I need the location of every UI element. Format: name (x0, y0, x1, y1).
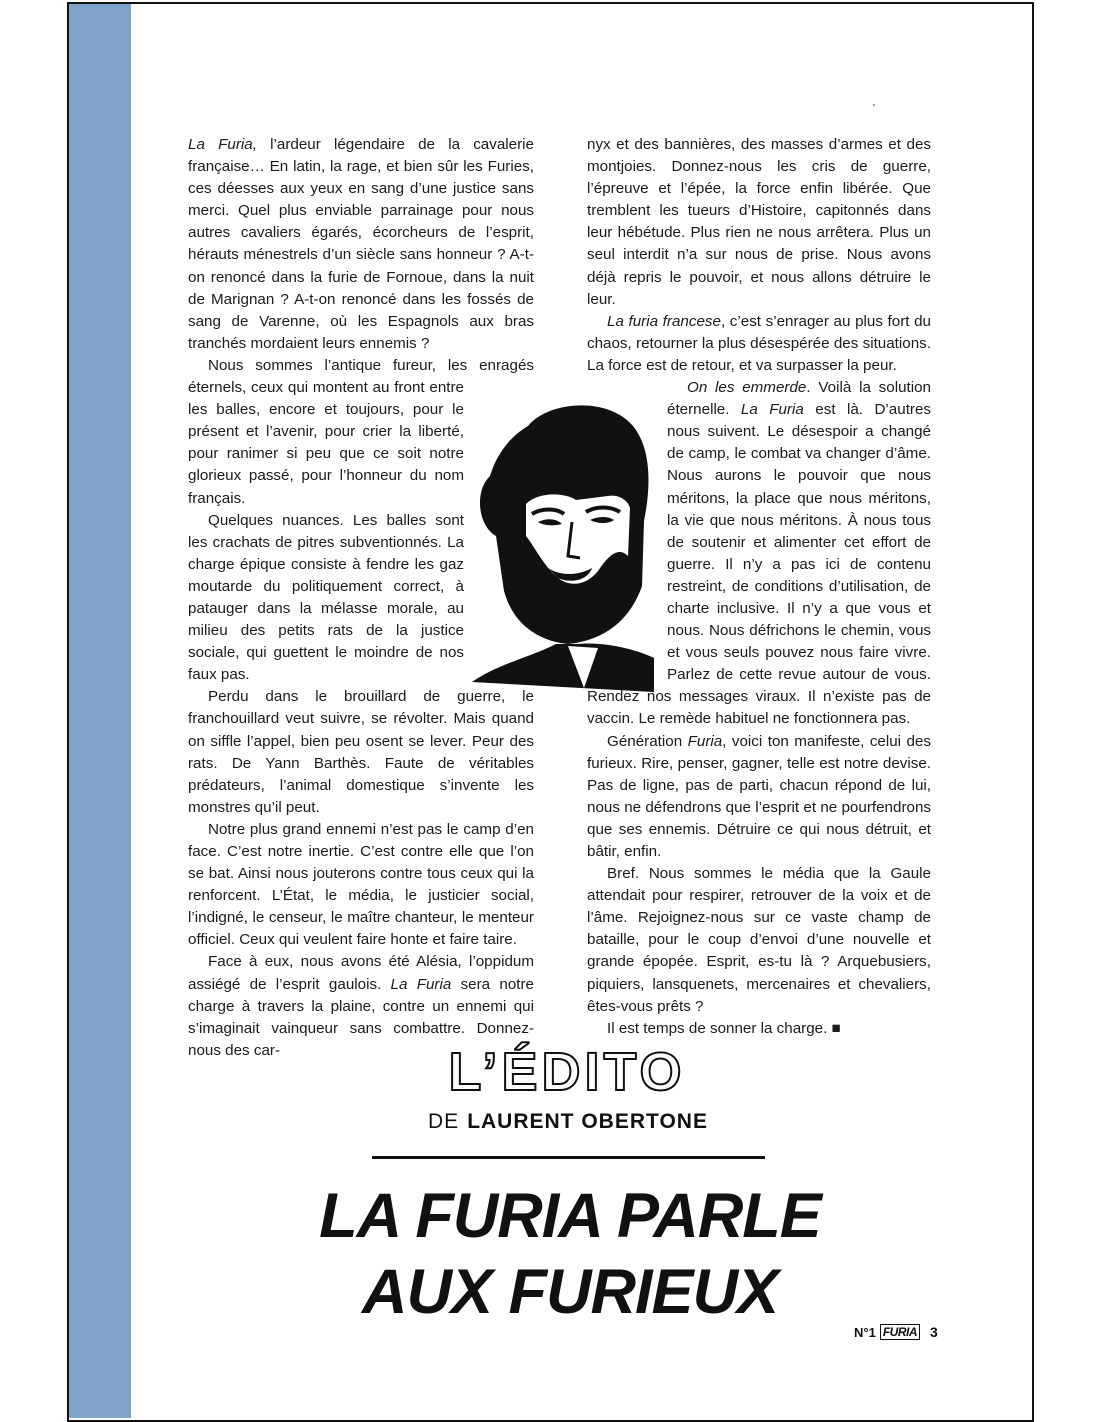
author-byline (418, 1110, 718, 1134)
paragraph: Génération Furia, voici ton manifeste, celui des furieux. Rire, penser, gagner, telle est notre devise. Pas de ligne, pas de parti, chacun répond de lui, nous ne défendrons que l’esprit et ne pourfendrons que ses ennemis. Détruire ce qui nous détruit, et bâtir, enfin. (587, 732, 931, 860)
accent-band (69, 4, 131, 1418)
paragraph: Quelques nuances. Les balles sont les crachats de pitres subventionnés. La charge épique consiste à fendre les gaz moutarde du politiquement correct, à patauger dans la mélasse morale, au milieu des petits rats de la justice sociale, qui guettent le moindre de nos faux pas. (188, 511, 464, 684)
magazine-logo: FURIA (880, 1324, 920, 1340)
page-folio (854, 1324, 938, 1340)
paragraph: La furia francese, c’est s’enrager au plus fort du chaos, retourner la plus désespérée des situations. La force est de retour, et va surpasser la peur. (587, 312, 931, 374)
article-headline: LA FURIA PARLE AUX FURIEUX (319, 1181, 821, 1327)
author-portrait-illustration (468, 396, 656, 692)
speck (873, 104, 875, 106)
page-number: 3 (930, 1324, 938, 1340)
paragraph: On les emmerde. Voilà la solution éternelle. La Furia est là. D’autres nous suivent. Le désespoir a changé de camp, le combat va changer d’âme. Nous aurons le pouvoir que nous méritons, la place que nous méritons, la vie que nous méritons. À nous tous de soutenir et alimenter cet effort de guerre. Il n’y a pas ici de contenu restreint, de conditions d’utilisation, de charte inclusive. Il n’y a que vous et nous. Nous défrichons le chemin, vous et vous seuls pouvez nous faire vivre. Parlez de cette revue autour de vous. Rendez nos messages viraux. Il n’existe pas de vaccin. Le remède habituel ne fonctionnera pas. (587, 379, 932, 728)
edito-label: L’ÉDITO (448, 1042, 686, 1102)
author-prefix: DE (428, 1110, 460, 1133)
issue-number: N°1 (854, 1324, 876, 1340)
author-name: LAURENT OBERTONE (467, 1110, 708, 1133)
paragraph: La Furia, l’ardeur légendaire de la cavalerie française… En latin, la rage, et bien sûr les Furies, ces déesses aux yeux en sang d’une justice sans merci. Quel plus enviable parrainage pour nous autres cavaliers égarés, écorcheurs de l’esprit, hérauts ménestrels d’un siècle sans honneur ? A-t-on renoncé dans la furie de Fornoue, dans la nuit de Marignan ? A-t-on renoncé dans les fossés de sang de Varenne, où les Espagnols aux bras tranchés mordaient leurs ennemis ? (188, 136, 534, 352)
paragraph: Notre plus grand ennemi n’est pas le camp d’en face. C’est notre inertie. C’est contre elle que l’on se bat. Ainsi nous jouterons contre tous ceux qui la renforcent. L’État, le média, le justicier social, l’indigné, le censeur, le maître chanteur, le menteur officiel. Ceux qui veulent faire honte et faire taire. (188, 820, 534, 949)
paragraph: Face à eux, nous avons été Alésia, l’oppidum assiégé de l’esprit gaulois. La Furia sera notre charge à travers la plaine, contre un ennemi qui s’imaginait vainqueur sans combattre. Donnez-nous des car- (188, 953, 535, 1059)
paragraph: nyx et des bannières, des masses d’armes et des montjoies. Donnez-nous les cris de guerre, l’épreuve et l’épée, la force enfin libérée. Que tremblent les tueurs d’Histoire, capitonnés dans leur hébétude. Plus rien ne nous arrêtera. Plus un seul interdit n’a sur nous de prise. Nous avons déjà repris le pouvoir, et nous allons détruire le leur. (587, 136, 931, 308)
paragraph: Il est temps de sonner la charge. ■ (607, 1019, 841, 1037)
paragraph: Perdu dans le brouillard de guerre, le franchouillard veut suivre, se révolter. Mais quand on siffle l’appel, bien peu osent se lever. Peur des rats. De Yann Barthès. Faute de véritables prédateurs, l’animal domestique s’invente les monstres qu’il peut. (188, 688, 534, 816)
paragraph: Bref. Nous sommes le média que la Gaule attendait pour respirer, retrouver de la voix et de l’âme. Rejoignez-nous sur ce vaste champ de bataille, pour le coup d’envoi d’une nouvelle et grande épopée. Esprit, es-tu là ? Arquebusiers, piquiers, lansquenets, mercenaires et chevaliers, êtes-vous prêts ? (587, 865, 931, 1015)
divider-rule (372, 1156, 765, 1159)
paragraph: Nous sommes l’antique fureur, les enragés éternels, ceux qui montent au front entre les balles, encore et toujours, pour le présent et l’avenir, pour crier la liberté, pour ranimer si peu que ce soit notre glorieux passé, pour l’honneur du nom français. (188, 356, 534, 507)
